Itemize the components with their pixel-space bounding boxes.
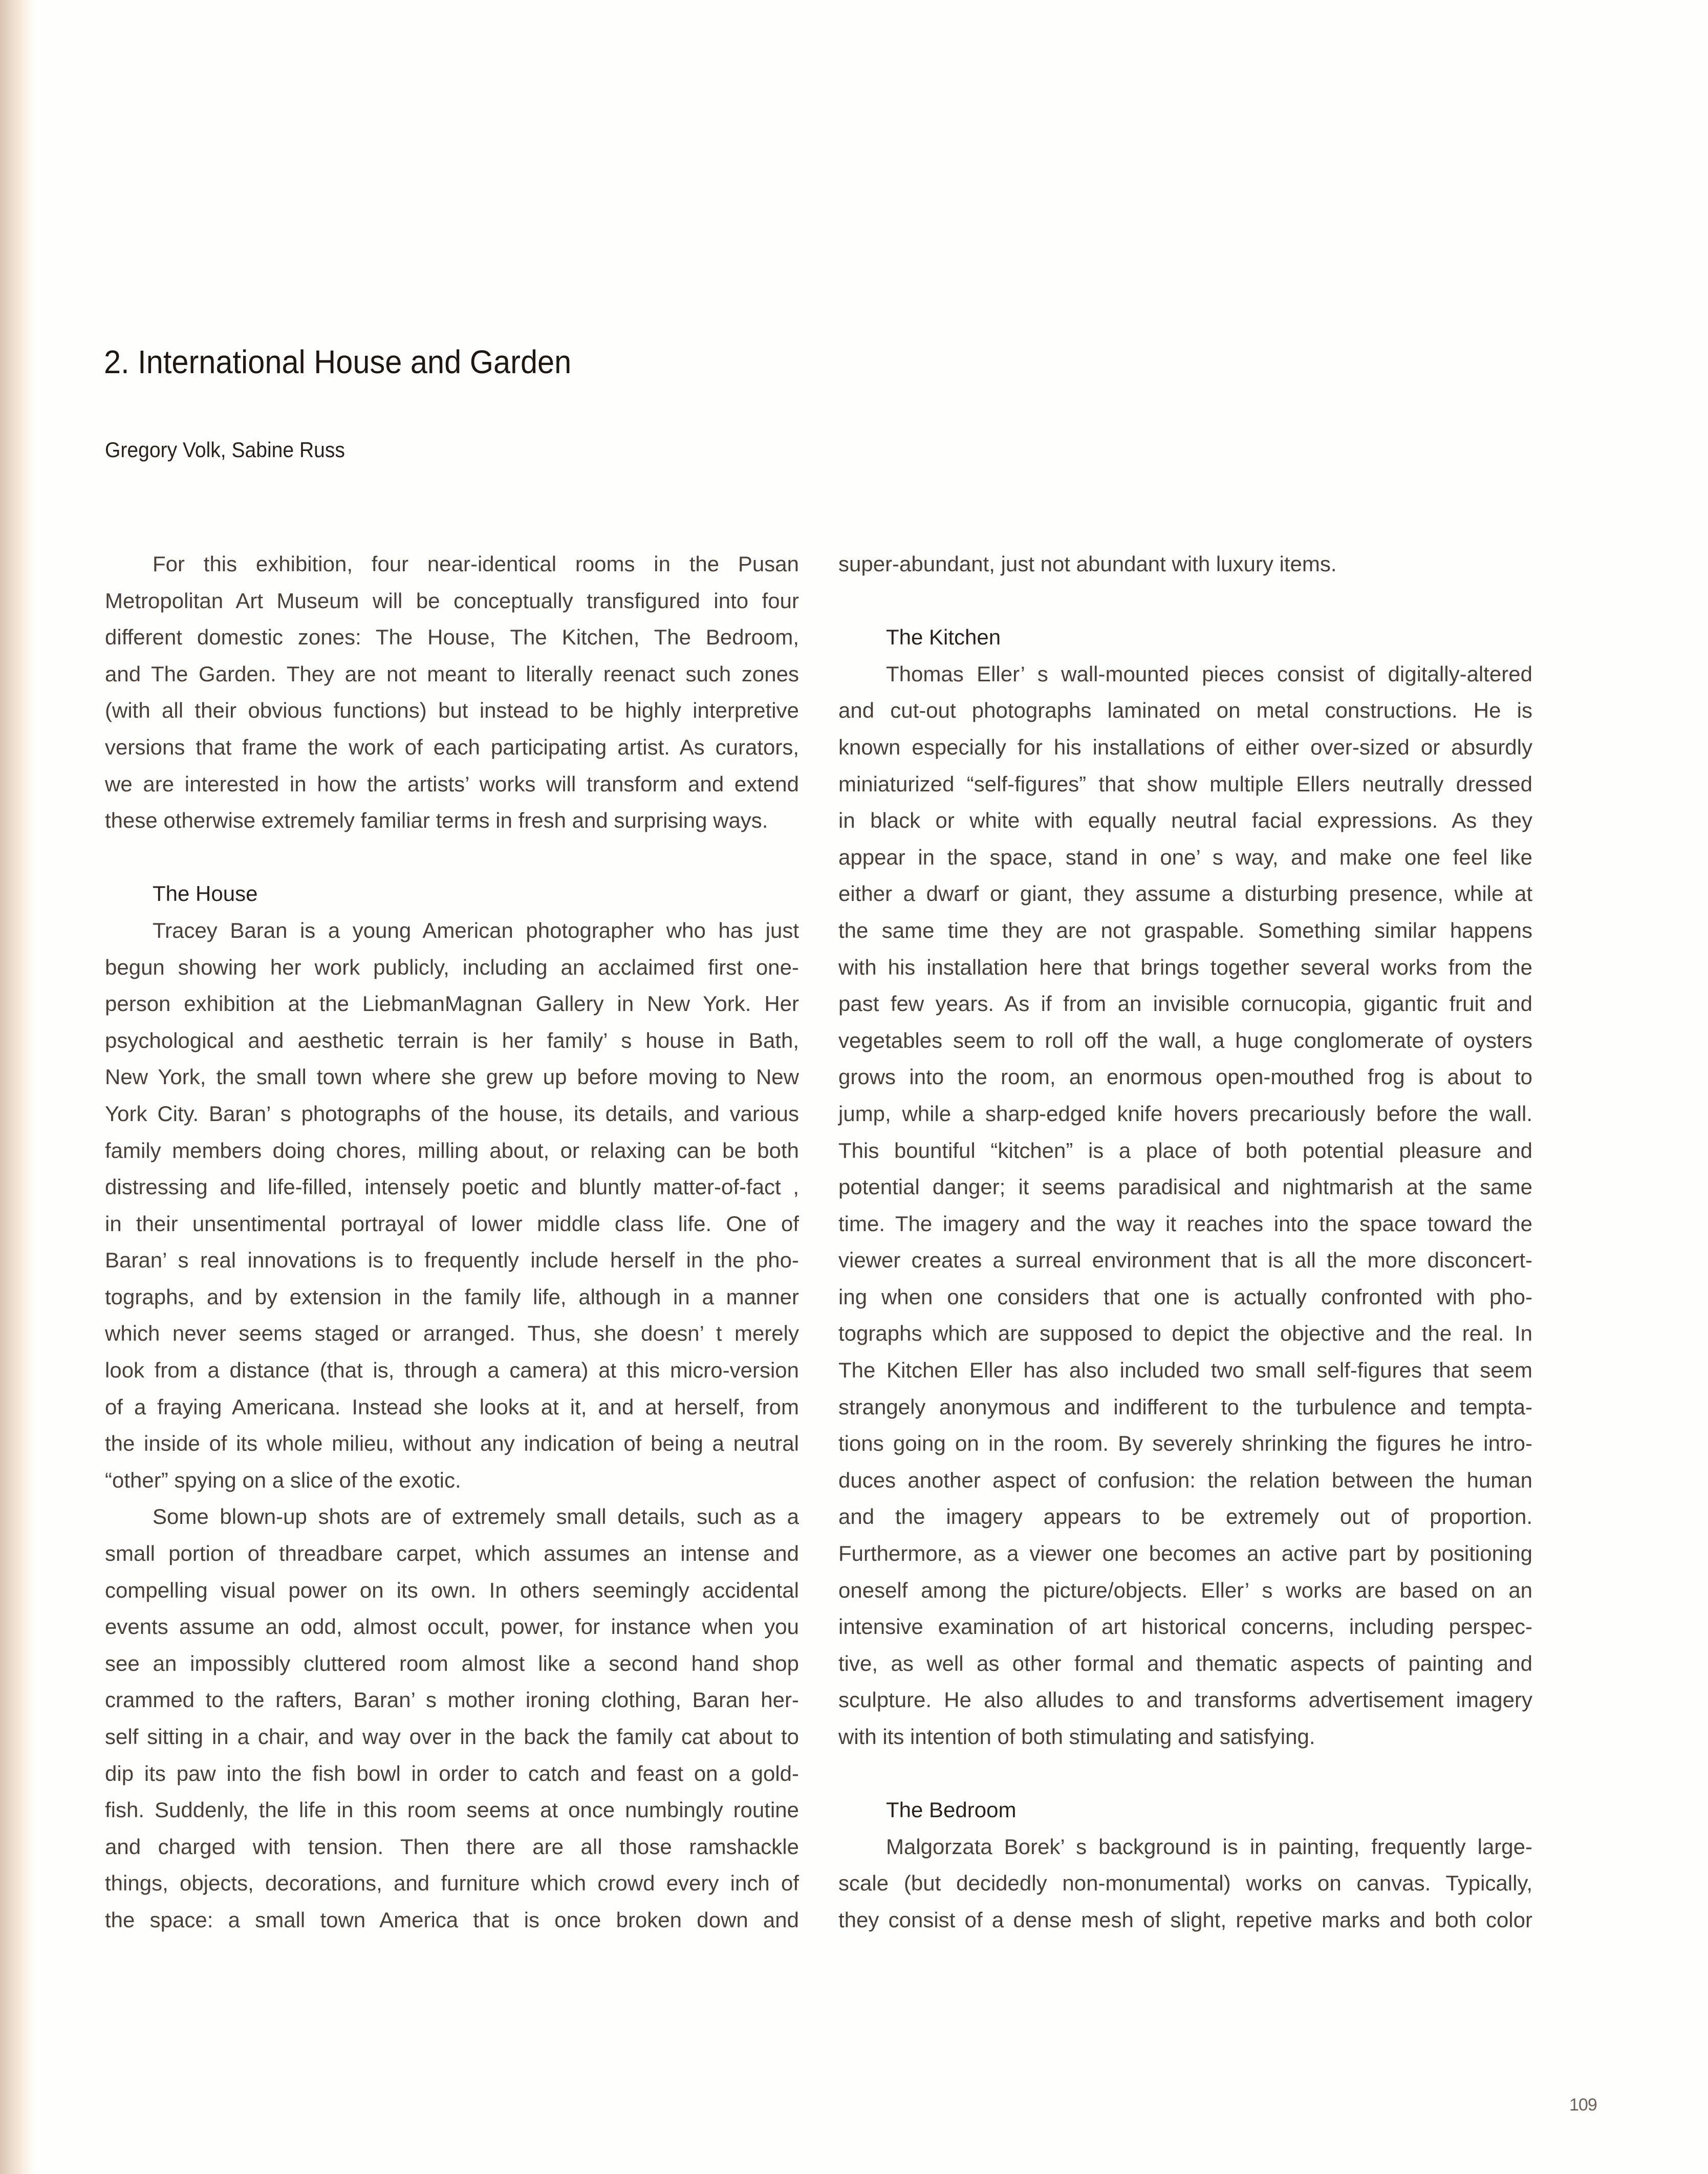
- text-line: and the imagery appears to be extremely out of proportion.: [838, 1504, 1532, 1529]
- book-gutter-shadow: [0, 0, 36, 2174]
- text-line: super-abundant, just not abundant with luxury items.: [838, 552, 1337, 576]
- text-line: either a dwarf or giant, they assume a disturbing presence, while at: [838, 881, 1532, 906]
- text-line: which never seems staged or arranged. Thus, she doesn’ t merely: [105, 1321, 799, 1346]
- text-line: oneself among the picture/objects. Eller’ s works are based on an: [838, 1578, 1532, 1602]
- text-line: “other” spying on a slice of the exotic.: [105, 1468, 461, 1492]
- text-line: events assume an odd, almost occult, power, for instance when you: [105, 1615, 799, 1639]
- text-line: viewer creates a surreal environment that is all the more disconcert-: [838, 1248, 1532, 1273]
- text-line: crammed to the rafters, Baran’ s mother ironing clothing, Baran her-: [105, 1688, 799, 1712]
- text-line: potential danger; it seems paradisical and nightmarish at the same: [838, 1175, 1532, 1199]
- text-line: York City. Baran’ s photographs of the house, its details, and various: [105, 1101, 799, 1126]
- text-line: (with all their obvious functions) but instead to be highly interpretive: [105, 698, 799, 723]
- text-line: family members doing chores, milling about, or relaxing can be both: [105, 1138, 799, 1163]
- text-line: sculpture. He also alludes to and transforms advertisement imagery: [838, 1688, 1532, 1712]
- text-line: in black or white with equally neutral facial expressions. As they: [838, 808, 1532, 833]
- text-line: they consist of a dense mesh of slight, repetive marks and both color: [838, 1907, 1532, 1932]
- text-line: psychological and aesthetic terrain is her family’ s house in Bath,: [105, 1028, 799, 1052]
- text-line: tions going on in the room. By severely shrinking the figures he intro-: [838, 1431, 1532, 1456]
- text-line: with its intention of both stimulating and satisfying.: [838, 1725, 1315, 1749]
- text-line: strangely anonymous and indifferent to the turbulence and tempta-: [838, 1394, 1532, 1419]
- text-line: person exhibition at the LiebmanMagnan Gallery in New York. Her: [105, 992, 799, 1016]
- page-number: 109: [1569, 2095, 1597, 2115]
- bedroom-paragraph-1: [838, 1828, 1532, 1939]
- text-line: duces another aspect of confusion: the relation between the human: [838, 1468, 1532, 1492]
- text-line: Some blown-up shots are of extremely small details, such as a: [153, 1504, 799, 1529]
- article-authors: Gregory Volk, Sabine Russ: [105, 438, 345, 462]
- text-line: tographs which are supposed to depict the objective and the real. In: [838, 1321, 1532, 1346]
- text-line: things, objects, decorations, and furniture which crowd every inch of: [105, 1871, 799, 1896]
- section-gap: [105, 839, 799, 876]
- text-line: vegetables seem to roll off the wall, a huge conglomerate of oysters: [838, 1028, 1532, 1052]
- text-line: the inside of its whole milieu, without any indication of being a neutral: [105, 1431, 799, 1456]
- continuation-paragraph: [838, 546, 1532, 583]
- text-line: different domestic zones: The House, The Kitchen, The Bedroom,: [105, 625, 799, 650]
- text-line: time. The imagery and the way it reaches into the space toward the: [838, 1211, 1532, 1236]
- text-line: see an impossibly cluttered room almost like a second hand shop: [105, 1651, 799, 1675]
- text-line: of a fraying Americana. Instead she looks at it, and at herself, from: [105, 1394, 799, 1419]
- text-line: in their unsentimental portrayal of lower middle class life. One of: [105, 1211, 799, 1236]
- text-line: we are interested in how the artists’ works will transform and extend: [105, 771, 799, 796]
- text-line: dip its paw into the fish bowl in order to catch and feast on a gold-: [105, 1761, 799, 1785]
- text-line: fish. Suddenly, the life in this room seems at once numbingly routine: [105, 1798, 799, 1822]
- text-line: intensive examination of art historical concerns, including perspec-: [838, 1615, 1532, 1639]
- text-line: jump, while a sharp-edged knife hovers precariously before the wall.: [838, 1101, 1532, 1126]
- text-line: known especially for his installations of either over-sized or absurdly: [838, 735, 1532, 759]
- section-heading-kitchen: The Kitchen: [886, 625, 1001, 650]
- article-title: 2. International House and Garden: [104, 343, 572, 380]
- text-line: the same time they are not graspable. Something similar happens: [838, 918, 1532, 942]
- right-column: [838, 546, 1532, 1939]
- text-line: appear in the space, stand in one’ s way, and make one feel like: [838, 845, 1532, 869]
- text-line: The Kitchen Eller has also included two small self-figures that seem: [838, 1358, 1532, 1383]
- kitchen-paragraph-1: [838, 656, 1532, 1755]
- text-line: tive, as well as other formal and thematic aspects of painting and: [838, 1651, 1532, 1675]
- text-line: New York, the small town where she grew up before moving to New: [105, 1065, 799, 1089]
- text-line: miniaturized “self-figures” that show multiple Ellers neutrally dressed: [838, 771, 1532, 796]
- text-line: these otherwise extremely familiar terms in fresh and surprising ways.: [105, 808, 768, 833]
- text-line: Tracey Baran is a young American photographer who has just: [153, 918, 799, 942]
- text-line: Baran’ s real innovations is to frequently include herself in the pho-: [105, 1248, 799, 1273]
- text-line: and charged with tension. Then there are all those ramshackle: [105, 1834, 799, 1859]
- house-paragraph-1: [105, 912, 799, 1499]
- text-line: Thomas Eller’ s wall-mounted pieces consist of digitally-altered: [886, 661, 1532, 686]
- text-line: and The Garden. They are not meant to literally reenact such zones: [105, 661, 799, 686]
- text-line: compelling visual power on its own. In others seemingly accidental: [105, 1578, 799, 1602]
- text-line: ing when one considers that one is actually confronted with pho-: [838, 1284, 1532, 1309]
- text-line: look from a distance (that is, through a camera) at this micro-version: [105, 1358, 799, 1383]
- left-column: [105, 546, 799, 1939]
- text-line: This bountiful “kitchen” is a place of both potential pleasure and: [838, 1138, 1532, 1163]
- text-line: versions that frame the work of each participating artist. As curators,: [105, 735, 799, 759]
- text-line: Furthermore, as a viewer one becomes an active part by positioning: [838, 1541, 1532, 1566]
- section-heading-house: The House: [153, 881, 258, 906]
- text-line: Metropolitan Art Museum will be conceptually transfigured into four: [105, 588, 799, 613]
- section-gap: [838, 583, 1532, 619]
- text-line: the space: a small town America that is once broken down and: [105, 1907, 799, 1932]
- text-line: Malgorzata Borek’ s background is in painting, frequently large-: [886, 1834, 1532, 1859]
- text-line: small portion of threadbare carpet, which assumes an intense and: [105, 1541, 799, 1566]
- text-line: distressing and life-filled, intensely poetic and bluntly matter-of-fact ,: [105, 1175, 799, 1199]
- text-line: with his installation here that brings together several works from the: [838, 955, 1532, 979]
- text-line: and cut-out photographs laminated on metal constructions. He is: [838, 698, 1532, 723]
- text-line: tographs, and by extension in the family life, although in a manner: [105, 1284, 799, 1309]
- text-line: grows into the room, an enormous open-mouthed frog is about to: [838, 1065, 1532, 1089]
- section-gap: [838, 1755, 1532, 1792]
- intro-paragraph: [105, 546, 799, 839]
- text-line: past few years. As if from an invisible cornucopia, gigantic fruit and: [838, 992, 1532, 1016]
- text-line: self sitting in a chair, and way over in the back the family cat about to: [105, 1725, 799, 1749]
- section-heading-bedroom: The Bedroom: [886, 1798, 1017, 1822]
- text-line: scale (but decidedly non-monumental) works on canvas. Typically,: [838, 1871, 1532, 1896]
- text-line: For this exhibition, four near-identical rooms in the Pusan: [153, 552, 799, 576]
- house-paragraph-2: [105, 1498, 799, 1938]
- text-line: begun showing her work publicly, including an acclaimed first one-: [105, 955, 799, 979]
